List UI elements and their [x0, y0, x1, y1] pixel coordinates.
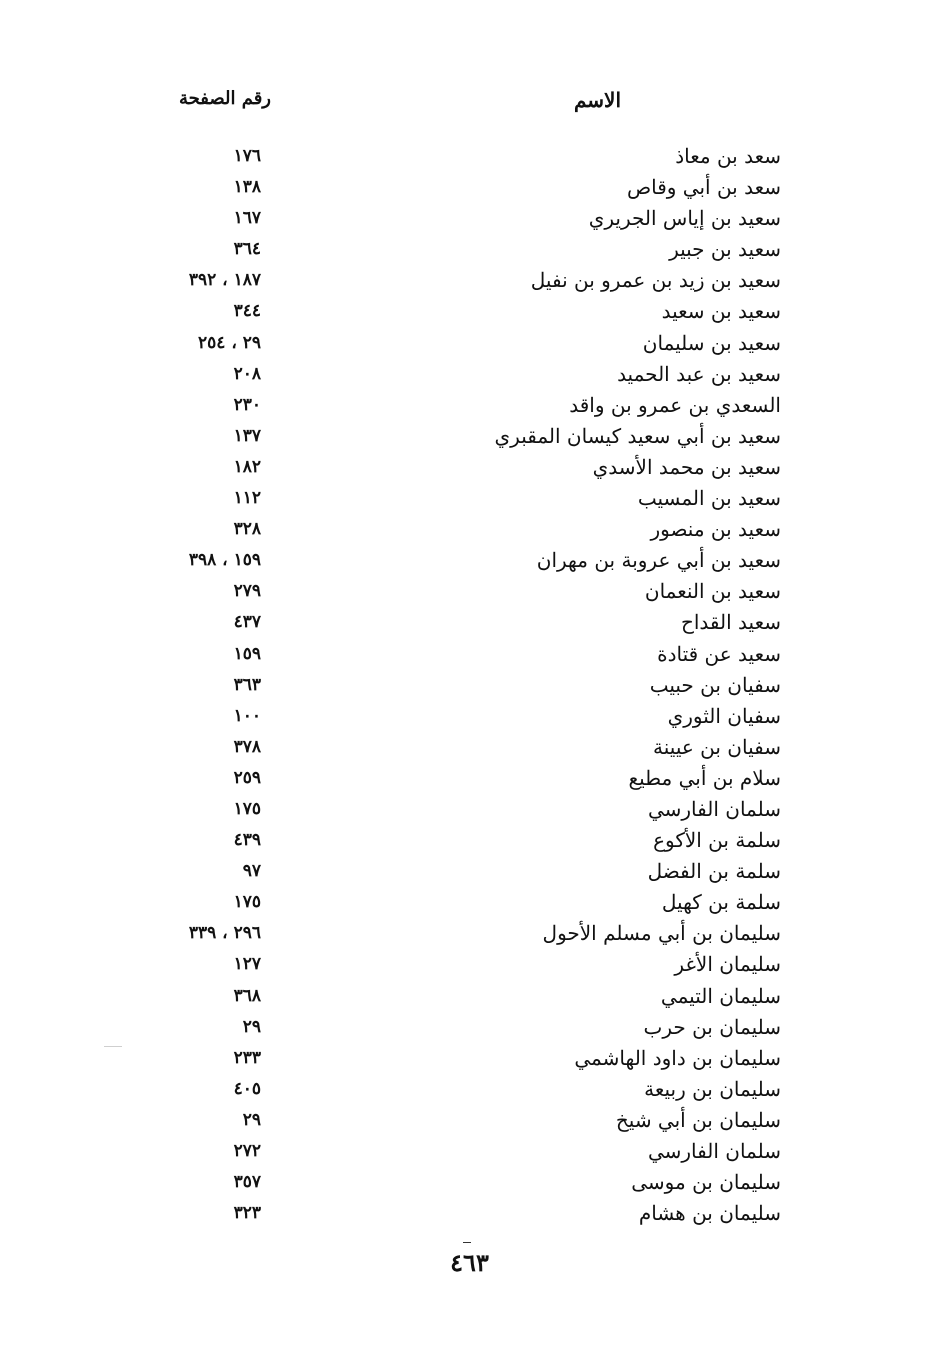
entry-name: سفيان بن عيينة — [653, 734, 781, 759]
entry-page-numbers: ٢٩ — [242, 1109, 261, 1130]
list-item — [0, 1166, 939, 1197]
entry-name: سلمان الفارسي — [647, 1139, 781, 1163]
entry-name: السعدي بن عمرو بن واقد — [569, 392, 781, 417]
list-item — [0, 575, 939, 606]
list-item — [0, 513, 939, 544]
list-item — [0, 327, 939, 358]
list-item — [0, 980, 939, 1011]
entry-name: سفيان بن حبيب — [649, 672, 781, 697]
list-item — [0, 669, 939, 700]
entry-page-numbers: ٢٣٠ — [233, 394, 261, 415]
entry-page-numbers: ٩٧ — [242, 861, 261, 882]
list-item — [0, 140, 939, 171]
entry-page-numbers: ١٢٧ — [233, 954, 261, 975]
list-item — [0, 420, 939, 451]
entry-page-numbers: ١٨٢ — [233, 456, 261, 477]
entry-name: سعد بن أبي وقاص — [626, 175, 781, 200]
page-number: ٤٦٣ — [450, 1248, 489, 1277]
name-column-header: الاسم — [573, 88, 621, 112]
entry-name: سعيد بن المسيب — [637, 486, 781, 511]
entry-name: سليمان بن أبي مسلم الأحول — [542, 921, 781, 946]
entry-page-numbers: ٢٣٣ — [233, 1047, 261, 1068]
margin-mark — [104, 1046, 122, 1047]
entry-name: سعيد بن منصور — [650, 517, 781, 542]
list-item — [0, 948, 939, 979]
entry-name: سليمان بن حرب — [643, 1014, 781, 1039]
entry-name: سليمان بن هشام — [638, 1201, 781, 1226]
entry-name: سعد بن معاذ — [675, 144, 781, 168]
entry-name: سعيد بن النعمان — [644, 579, 781, 604]
list-item — [0, 202, 939, 233]
list-item — [0, 917, 939, 948]
list-item — [0, 451, 939, 482]
entry-page-numbers: ٤٠٥ — [233, 1078, 261, 1099]
page-number-dash — [463, 1242, 471, 1243]
page-number-column-header: رقم الصفحة — [178, 88, 271, 109]
list-item — [0, 638, 939, 669]
entry-page-numbers: ١٧٥ — [233, 798, 261, 819]
entry-page-numbers: ١٨٧ ، ٣٩٢ — [188, 270, 261, 291]
entry-page-numbers: ١١٢ — [233, 488, 261, 509]
list-item — [0, 482, 939, 513]
entry-page-numbers: ٣٦٨ — [233, 985, 261, 1006]
entry-name: سعيد بن جبير — [669, 237, 781, 262]
entry-page-numbers: ١٥٩ ، ٣٩٨ — [188, 550, 261, 571]
entry-page-numbers: ٢٩ ، ٢٥٤ — [198, 332, 261, 353]
list-item — [0, 171, 939, 202]
entry-name: سعيد بن سليمان — [642, 330, 781, 355]
entry-page-numbers: ١٣٨ — [233, 177, 261, 198]
entry-page-numbers: ٢٧٩ — [233, 581, 261, 602]
entry-page-numbers: ٣٦٣ — [233, 674, 261, 695]
entry-name: سعيد بن سعيد — [661, 299, 781, 324]
list-item — [0, 233, 939, 264]
list-item — [0, 762, 939, 793]
entry-page-numbers: ٣٧٨ — [233, 736, 261, 757]
entry-page-numbers: ٣٢٨ — [233, 519, 261, 540]
entry-name: سعيد عن قتادة — [657, 641, 781, 666]
entry-page-numbers: ٢٩٦ ، ٣٣٩ — [188, 923, 261, 944]
entry-name: سعيد القداح — [680, 610, 781, 635]
list-item — [0, 358, 939, 389]
list-item — [0, 606, 939, 637]
entry-page-numbers: ٣٦٤ — [233, 239, 261, 260]
entry-page-numbers: ١٧٦ — [233, 146, 261, 166]
entry-name: سعيد بن زيد بن عمرو بن نفيل — [530, 268, 781, 293]
list-item — [0, 1011, 939, 1042]
list-item — [0, 793, 939, 824]
entry-name: سليمان التيمي — [660, 983, 781, 1008]
index-entries-list — [0, 140, 939, 1228]
list-item — [0, 264, 939, 295]
list-item — [0, 731, 939, 762]
entry-name: سلام بن أبي مطيع — [628, 765, 781, 790]
list-item — [0, 824, 939, 855]
entry-page-numbers: ٢٧٢ — [233, 1141, 261, 1161]
entry-name: سلمة بن الفضل — [647, 859, 781, 884]
list-item — [0, 295, 939, 326]
entry-page-numbers: ٢٠٨ — [233, 363, 261, 384]
entry-name: سعيد بن محمد الأسدي — [592, 454, 781, 479]
entry-page-numbers: ١٠٠ — [233, 705, 261, 726]
list-item — [0, 1197, 939, 1228]
entry-page-numbers: ٢٩ — [242, 1016, 261, 1037]
entry-name: سلمة بن الأكوع — [653, 828, 781, 853]
entry-page-numbers: ٤٣٧ — [233, 612, 261, 633]
list-item — [0, 544, 939, 575]
list-item — [0, 886, 939, 917]
entry-name: سليمان بن ربيعة — [644, 1076, 781, 1101]
entry-page-numbers: ١٧٥ — [233, 892, 261, 913]
list-item — [0, 1135, 939, 1166]
entry-name: سفيان الثوري — [667, 703, 781, 728]
list-item — [0, 700, 939, 731]
entry-name: سعيد بن إياس الجريري — [588, 206, 781, 231]
entry-page-numbers: ٣٢٣ — [233, 1203, 261, 1224]
entry-page-numbers: ٤٣٩ — [233, 830, 261, 851]
entry-name: سعيد بن أبي سعيد كيسان المقبري — [494, 423, 781, 448]
entry-page-numbers: ٣٥٧ — [233, 1172, 261, 1193]
entry-name: سليمان بن موسى — [631, 1170, 781, 1195]
list-item — [0, 1104, 939, 1135]
entry-page-numbers: ١٣٧ — [233, 425, 261, 446]
entry-name: سلمان الفارسي — [647, 796, 781, 821]
entry-name: سليمان بن داود الهاشمي — [574, 1045, 781, 1070]
entry-page-numbers: ١٦٧ — [233, 208, 261, 229]
list-item — [0, 1042, 939, 1073]
entry-name: سليمان بن أبي شيخ — [615, 1107, 781, 1132]
entry-page-numbers: ١٥٩ — [233, 643, 261, 664]
entry-name: سليمان الأغر — [674, 952, 781, 977]
list-item — [0, 389, 939, 420]
entry-page-numbers: ٢٥٩ — [233, 767, 261, 788]
entry-name: سعيد بن عبد الحميد — [617, 361, 781, 386]
entry-page-numbers: ٣٤٤ — [233, 301, 261, 322]
entry-name: سلمة بن كهيل — [661, 890, 781, 915]
list-item — [0, 1073, 939, 1104]
entry-name: سعيد بن أبي عروبة بن مهران — [536, 548, 781, 573]
list-item — [0, 855, 939, 886]
